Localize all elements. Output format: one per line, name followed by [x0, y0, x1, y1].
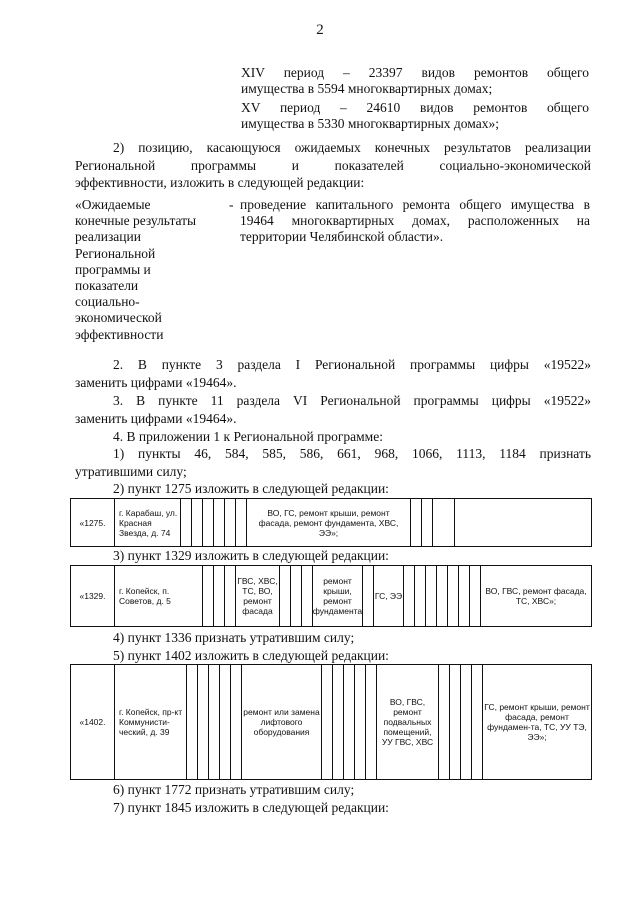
item4-5: 5) пункт 1402 изложить в следующей редакции: [113, 648, 389, 663]
row-works-c: ГС, ремонт крыши, ремонт фасада, ремонт фундамен-та, ТС, УУ ТЭ, ЭЭ»; [484, 702, 590, 742]
page-number: 2 [316, 22, 324, 38]
item2-line: Региональной программы и показателей социально-экономической [75, 158, 591, 173]
row-works: ВО, ГС, ремонт крыши, ремонт фасада, ремонт фундамента, ХВС, ЭЭ»; [247, 499, 411, 546]
item4-6: 6) пункт 1772 признать утратившим силу; [113, 782, 355, 797]
effect-label-line: показатели [75, 278, 139, 293]
row-number: «1402. [71, 665, 115, 779]
table-row-1275 [70, 498, 592, 547]
row-works-b: ВО, ГВС, ремонт подвальных помещений, УУ ГВС, ХВС [377, 665, 439, 779]
item4-3: 3) пункт 1329 изложить в следующей редакции: [113, 548, 389, 563]
effect-label-line: экономической [75, 310, 162, 326]
effect-value: проведение капитального ремонта общего имущества в 19464 многоквартирных домах, расположенных на территории Челябинской области». [240, 197, 590, 245]
effect-label-line: конечные результаты [75, 213, 197, 229]
effect-label-line: «Ожидаемые [75, 197, 151, 212]
row-number: «1275. [71, 499, 115, 546]
item4-2: 2) пункт 1275 изложить в следующей редакции: [113, 481, 389, 496]
period-line: имущества в 5330 многоквартирных домах»; [241, 116, 499, 131]
para4: 4. В приложении 1 к Региональной программе: [113, 429, 383, 444]
period-line: XIV период – 23397 видов ремонтов общего [241, 65, 589, 80]
effect-label-line: реализации [75, 229, 141, 245]
item4-1-line: утратившими силу; [75, 464, 187, 479]
row-address: г. Копейск, пр-кт Коммунисти-ческий, д. 39 [115, 665, 187, 779]
effect-label-line: эффективности [75, 326, 164, 342]
item2-line: эффективности, изложить в следующей редакции: [75, 175, 365, 190]
item4-7: 7) пункт 1845 изложить в следующей редакции: [113, 800, 389, 815]
effect-label-line: программы и [75, 261, 151, 277]
effect-label-line: социально- [75, 294, 140, 310]
item2-line: 2) позицию, касающуюся ожидаемых конечных результатов реализации [113, 140, 591, 155]
row-address: г. Копейск, п. Советов, д. 5 [115, 566, 203, 626]
para2-line: 2. В пункте 3 раздела I Региональной программы цифры «19522» [113, 357, 591, 372]
para2-line: заменить цифрами «19464». [75, 375, 237, 390]
period-line: XV период – 24610 видов ремонтов общего [241, 100, 589, 115]
period-line: имущества в 5594 многоквартирных домах; [241, 81, 493, 96]
row-works-a: ГВС, ХВС, ТС, ВО, ремонт фасада [236, 566, 280, 626]
table-row-1402 [70, 664, 592, 780]
row-works-a: ремонт или замена лифтового оборудования [242, 665, 322, 779]
item4-4: 4) пункт 1336 признать утратившим силу; [113, 630, 355, 645]
effect-dash: - [229, 197, 234, 212]
row-number: «1329. [71, 566, 115, 626]
row-works-d: ВО, ГВС, ремонт фасада, ТС, ХВС»; [485, 586, 587, 606]
table-row-1329 [70, 565, 592, 627]
para3-line: 3. В пункте 11 раздела VI Региональной программы цифры «19522» [113, 393, 591, 408]
row-works-b: ремонт крыши, ремонт фундамента [313, 566, 363, 626]
row-address: г. Карабаш, ул. Красная Звезда, д. 74 [115, 499, 181, 546]
item4-1-line: 1) пункты 46, 584, 585, 586, 661, 968, 1066, 1113, 1184 признать [113, 446, 591, 461]
effect-label-line: Региональной [75, 245, 156, 261]
row-works-c: ГС, ЭЭ [374, 566, 404, 626]
para3-line: заменить цифрами «19464». [75, 411, 237, 426]
